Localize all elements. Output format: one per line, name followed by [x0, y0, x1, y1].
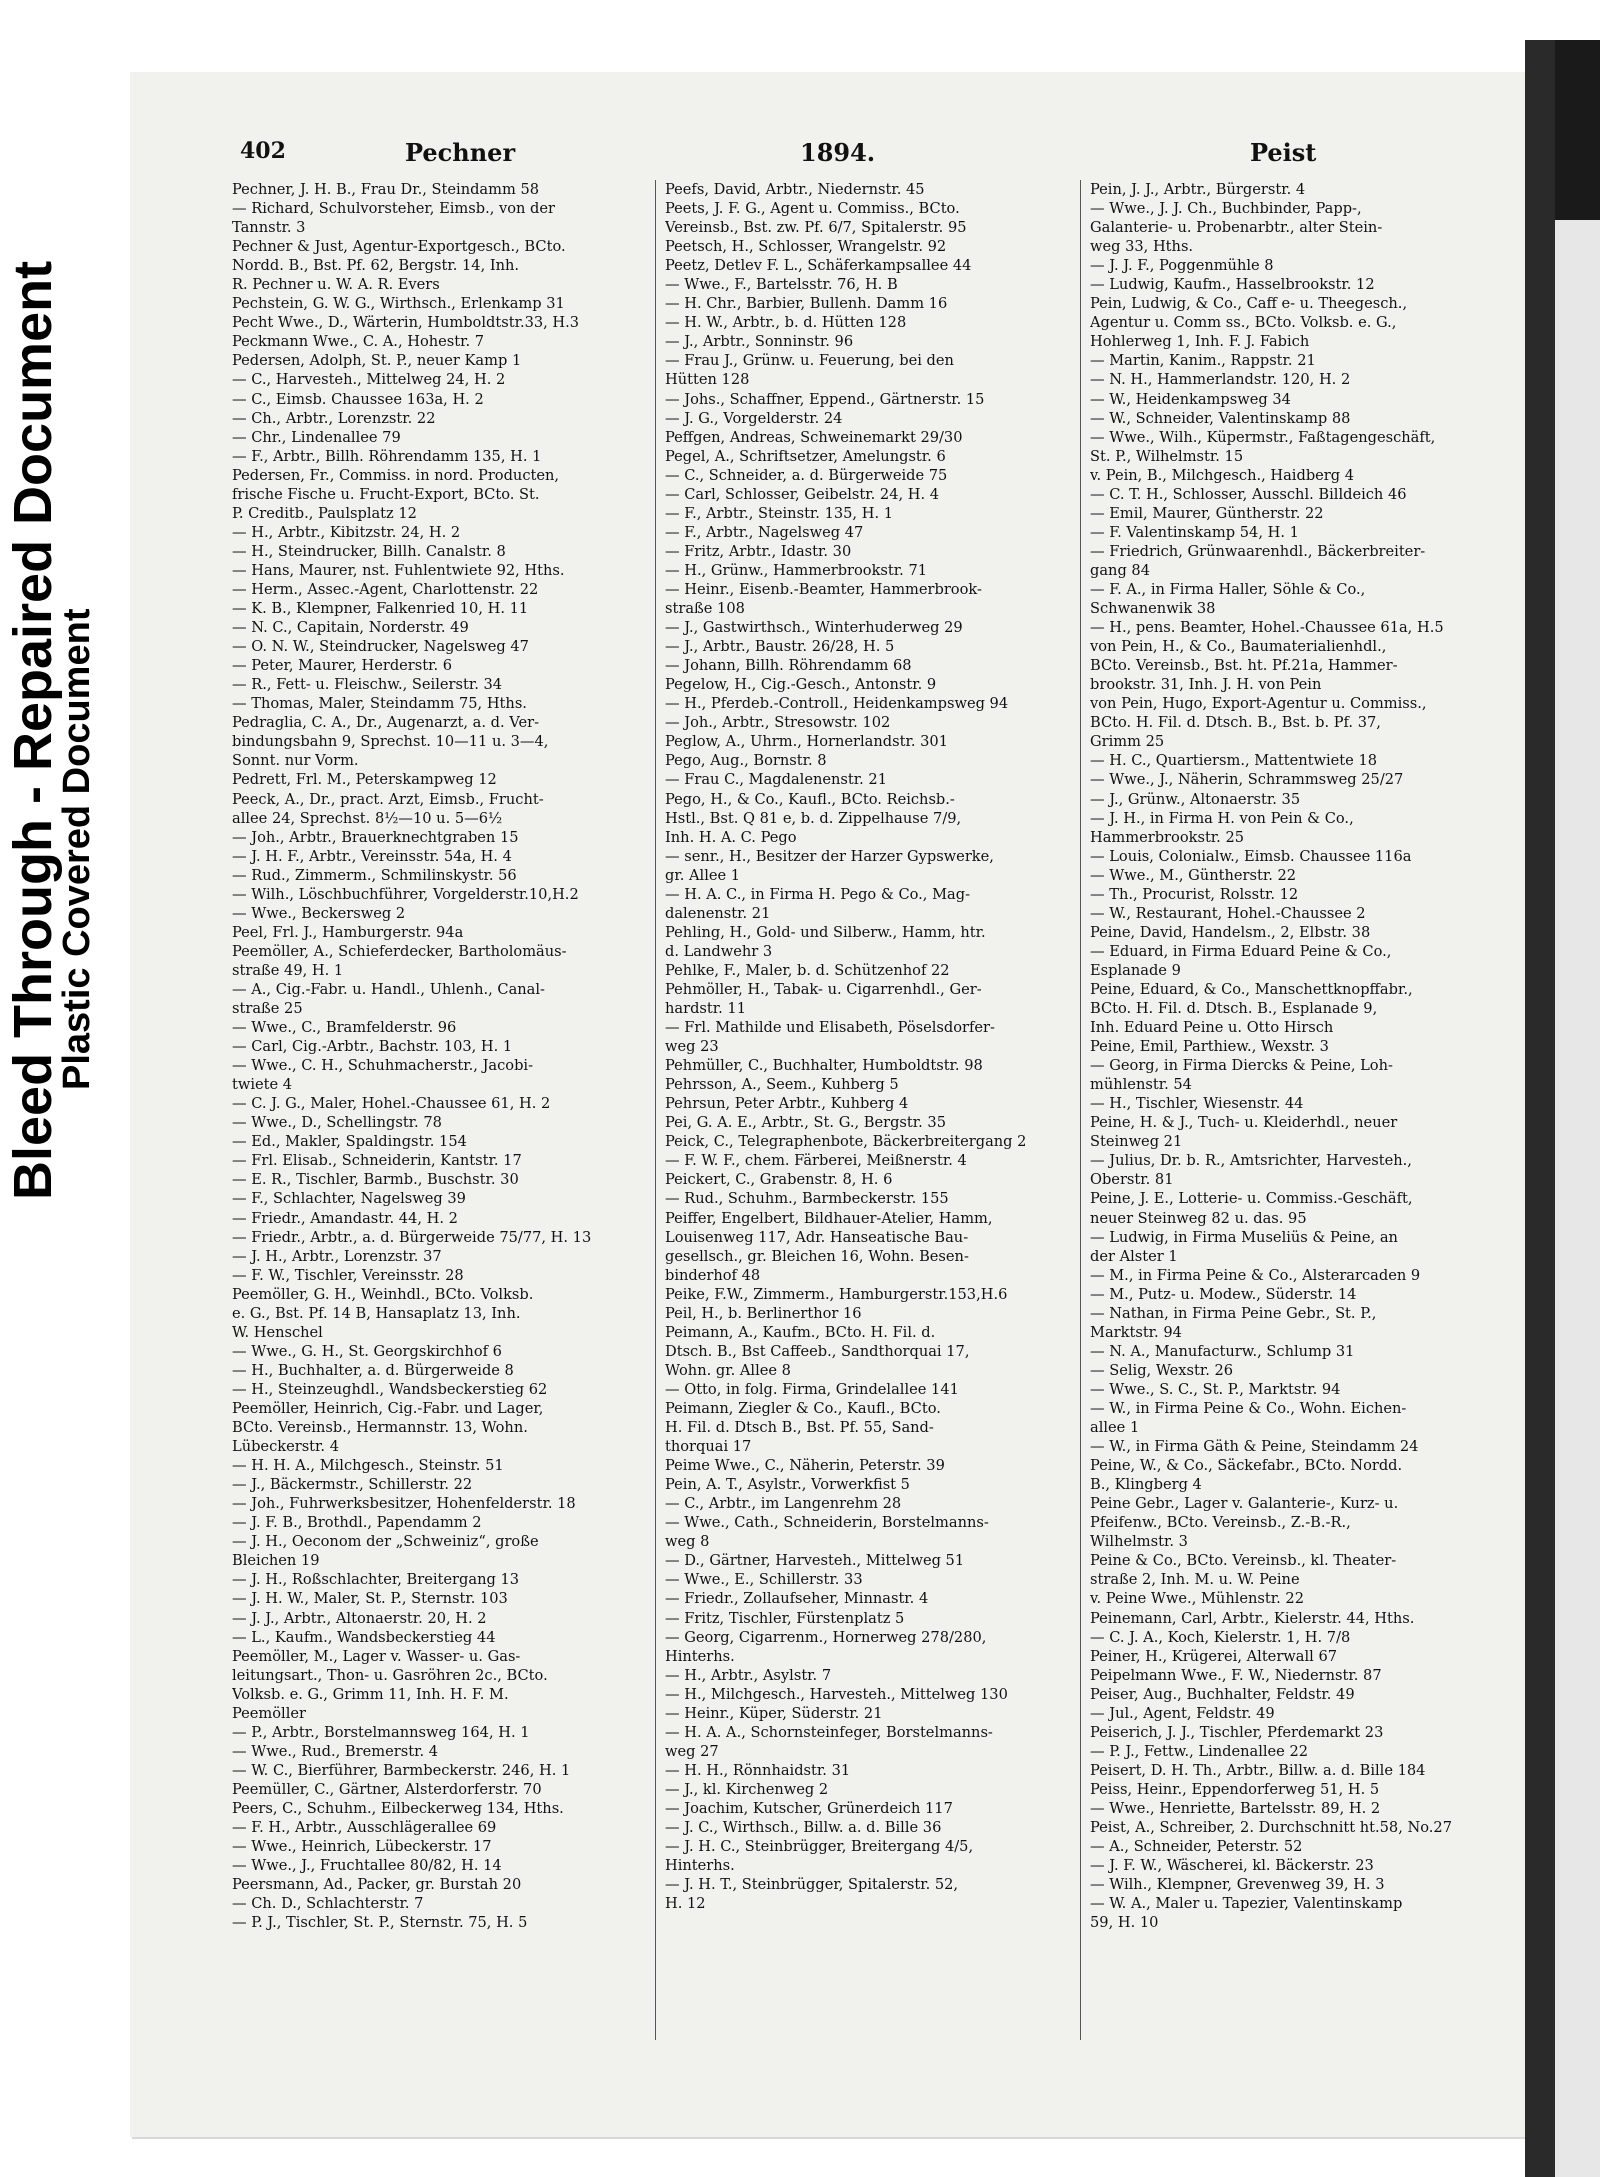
directory-entry-line: — H. A. C., in Firma H. Pego & Co., Mag-	[665, 885, 971, 903]
directory-entry-line: — Ch., Arbtr., Lorenzstr. 22	[232, 409, 436, 427]
directory-entry-line: weg 23	[665, 1038, 719, 1056]
directory-entry-line: — W., Heidenkampsweg 34	[1090, 390, 1291, 408]
directory-entry-line: — Fritz, Arbtr., Idastr. 30	[665, 542, 852, 560]
directory-entry-line: Peine, J. E., Lotterie- u. Commiss.-Geschäft,	[1090, 1190, 1413, 1208]
directory-entry-line: — Wwe., F., Bartelsstr. 76, H. B	[665, 276, 898, 294]
directory-entry-line: — J. H. F., Arbtr., Vereinsstr. 54a, H. 4	[232, 847, 512, 865]
directory-entry-line: Peine, David, Handelsm., 2, Elbstr. 38	[1090, 923, 1371, 941]
directory-entry-line: leitungsart., Thon- u. Gasröhren 2c., BCto.	[232, 1666, 548, 1684]
directory-entry-line: — Selig, Wexstr. 26	[1090, 1361, 1234, 1379]
directory-entry-line: — H., Steinzeughdl., Wandsbeckerstieg 62	[232, 1380, 548, 1398]
directory-entry-line: Pedrett, Frl. M., Peterskampweg 12	[232, 771, 497, 789]
directory-entry-line: — H. H. A., Milchgesch., Steinstr. 51	[232, 1457, 504, 1475]
directory-entry-line: Peglow, A., Uhrm., Hornerlandstr. 301	[665, 733, 948, 751]
directory-entry-line: gesellsch., gr. Bleichen 16, Wohn. Besen-	[665, 1247, 969, 1265]
directory-entry-line: Peimann, A., Kaufm., BCto. H. Fil. d.	[665, 1323, 936, 1341]
directory-entry-line: — R., Fett- u. Fleischw., Seilerstr. 34	[232, 676, 503, 694]
directory-entry-line: Pedersen, Adolph, St. P., neuer Kamp 1	[232, 352, 522, 370]
directory-entry-line: Peick, C., Telegraphenbote, Bäckerbreitergang 2	[665, 1133, 1027, 1151]
directory-entry-line: — Wwe., J., Näherin, Schrammsweg 25/27	[1090, 771, 1404, 789]
directory-entry-line: — Joh., Arbtr., Stresowstr. 102	[665, 714, 891, 732]
directory-entry-line: — N. A., Manufacturw., Schlump 31	[1090, 1342, 1355, 1360]
directory-entry-line: — Ch. D., Schlachterstr. 7	[232, 1895, 424, 1913]
directory-entry-line: gr. Allee 1	[665, 866, 741, 884]
directory-entry-line: — Wwe., Wilh., Küpermstr., Faßtagengeschäft,	[1090, 428, 1436, 446]
directory-entry-line: Pehrsson, A., Seem., Kuhberg 5	[665, 1076, 899, 1094]
book-spine-band	[1555, 40, 1600, 220]
directory-entry-line: Peffgen, Andreas, Schweinemarkt 29/30	[665, 428, 963, 446]
overlay-label-plastic-covered: Plastic Covered Document	[56, 608, 98, 1090]
directory-entry-line: — H. Chr., Barbier, Bullenh. Damm 16	[665, 295, 948, 313]
directory-entry-line: e. G., Bst. Pf. 14 B, Hansaplatz 13, Inh.	[232, 1304, 521, 1322]
directory-entry-line: Pecht Wwe., D., Wärterin, Humboldtstr.33, H.3	[232, 314, 580, 332]
directory-entry-line: — J., Gastwirthsch., Winterhuderweg 29	[665, 619, 963, 637]
directory-entry-line: Pehrsun, Peter Arbtr., Kuhberg 4	[665, 1095, 909, 1113]
directory-entry-line: brookstr. 31, Inh. J. H. von Pein	[1090, 676, 1322, 694]
directory-entry-line: — J. J. F., Poggenmühle 8	[1090, 257, 1274, 275]
directory-entry-line: Peemöller, M., Lager v. Wasser- u. Gas-	[232, 1647, 521, 1665]
directory-entry-line: Peimann, Ziegler & Co., Kaufl., BCto.	[665, 1400, 941, 1417]
directory-entry-line: Inh. H. A. C. Pego	[665, 828, 797, 846]
directory-entry-line: — J. H. C., Steinbrügger, Breitergang 4/5,	[665, 1838, 974, 1856]
directory-entry-line: hardstr. 11	[665, 1000, 746, 1018]
directory-entry-line: — Nathan, in Firma Peine Gebr., St. P.,	[1090, 1304, 1377, 1322]
directory-entry-line: Peine, Eduard, & Co., Manschettknopffabr.,	[1090, 980, 1413, 998]
directory-entry-line: — F. W. F., chem. Färberei, Meißnerstr. 4	[665, 1152, 967, 1170]
directory-entry-line: — Wwe., Henriette, Bartelsstr. 89, H. 2	[1090, 1799, 1381, 1817]
directory-entry-line: Pehmüller, C., Buchhalter, Humboldtstr. 98	[665, 1057, 983, 1075]
directory-entry-line: — C., Schneider, a. d. Bürgerweide 75	[665, 466, 948, 484]
directory-entry-line: — C. T. H., Schlosser, Ausschl. Billdeich 46	[1090, 485, 1407, 503]
directory-entry-line: Lübeckerstr. 4	[232, 1438, 339, 1456]
column-divider	[1080, 180, 1081, 2040]
directory-entry-line: — F., Arbtr., Steinstr. 135, H. 1	[665, 504, 894, 522]
directory-entry-line: von Pein, H., & Co., Baumaterialienhdl.,	[1090, 638, 1387, 656]
directory-entry-line: — J. F. W., Wäscherei, kl. Bäckerstr. 23	[1090, 1857, 1374, 1875]
directory-entry-line: — Heinr., Küper, Süderstr. 21	[665, 1704, 883, 1722]
directory-entry-line: Agentur u. Comm ss., BCto. Volksb. e. G.,	[1090, 314, 1397, 332]
directory-entry-line: — H., Pferdeb.-Controll., Heidenkampsweg 94	[665, 695, 1009, 713]
directory-entry-line: — J., Arbtr., Sonninstr. 96	[665, 333, 854, 351]
directory-entry-line: v. Peine Wwe., Mühlenstr. 22	[1090, 1590, 1304, 1608]
directory-entry-line: Peipelmann Wwe., F. W., Niedernstr. 87	[1090, 1666, 1382, 1684]
directory-entry-line: — Jul., Agent, Feldstr. 49	[1090, 1704, 1275, 1722]
directory-entry-line: — W., in Firma Gäth & Peine, Steindamm 24	[1090, 1438, 1419, 1456]
directory-entry-line: frische Fische u. Frucht-Export, BCto. St.	[232, 485, 540, 503]
directory-entry-line: — A., Schneider, Peterstr. 52	[1090, 1838, 1303, 1856]
directory-entry-line: H. 12	[665, 1895, 706, 1913]
directory-entry-line: Nordd. B., Bst. Pf. 62, Bergstr. 14, Inh.	[232, 257, 520, 275]
directory-entry-line: Peeck, A., Dr., pract. Arzt, Eimsb., Frucht-	[232, 790, 544, 808]
directory-entry-line: d. Landwehr 3	[665, 942, 773, 960]
column-divider	[655, 180, 656, 2040]
directory-entry-line: Peike, F.W., Zimmerm., Hamburgerstr.153,H.6	[665, 1285, 1008, 1303]
directory-column-3	[1090, 180, 1460, 1932]
directory-entry-line: — Georg, Cigarrenm., Hornerweg 278/280,	[665, 1628, 987, 1646]
directory-entry-line: — H., Steindrucker, Billh. Canalstr. 8	[232, 542, 506, 560]
directory-entry-line: — D., Gärtner, Harvesteh., Mittelweg 51	[665, 1552, 965, 1570]
directory-entry-line: — F. H., Arbtr., Ausschlägerallee 69	[232, 1819, 497, 1837]
directory-entry-line: Pein, J. J., Arbtr., Bürgerstr. 4	[1090, 181, 1306, 198]
directory-entry-line: Grimm 25	[1090, 733, 1165, 751]
directory-entry-line: Peil, H., b. Berlinerthor 16	[665, 1304, 862, 1322]
directory-entry-line: — H., Milchgesch., Harvesteh., Mittelweg 130	[665, 1685, 1008, 1703]
directory-entry-line: — H., Arbtr., Asylstr. 7	[665, 1666, 832, 1684]
directory-entry-line: — C., Eimsb. Chaussee 163a, H. 2	[232, 390, 484, 408]
directory-entry-line: — H., Tischler, Wiesenstr. 44	[1090, 1095, 1304, 1113]
directory-entry-line: Volksb. e. G., Grimm 11, Inh. H. F. M.	[232, 1685, 509, 1703]
directory-entry-line: — F. Valentinskamp 54, H. 1	[1090, 523, 1299, 541]
directory-entry-line: — Wwe., Rud., Bremerstr. 4	[232, 1742, 439, 1760]
directory-entry-line: v. Pein, B., Milchgesch., Haidberg 4	[1090, 466, 1355, 484]
directory-entry-line: — W., Restaurant, Hohel.-Chaussee 2	[1090, 904, 1366, 922]
page-number: 402	[240, 138, 286, 164]
directory-entry-line: — P. J., Tischler, St. P., Sternstr. 75, H. 5	[232, 1914, 528, 1932]
directory-entry-line: weg 33, Hths.	[1090, 238, 1194, 256]
directory-entry-line: — W., Schneider, Valentinskamp 88	[1090, 409, 1351, 427]
directory-entry-line: — Joh., Fuhrwerksbesitzer, Hohenfelderstr. 18	[232, 1495, 576, 1513]
directory-entry-line: — M., Putz- u. Modew., Süderstr. 14	[1090, 1285, 1357, 1303]
directory-entry-line: — W., in Firma Peine & Co., Wohn. Eichen-	[1090, 1400, 1407, 1417]
directory-entry-line: — Louis, Colonialw., Eimsb. Chaussee 116a	[1090, 847, 1412, 865]
directory-entry-line: — A., Cig.-Fabr. u. Handl., Uhlenh., Canal-	[232, 980, 545, 998]
directory-entry-line: — Ed., Makler, Spaldingstr. 154	[232, 1133, 467, 1151]
directory-entry-line: Vereinsb., Bst. zw. Pf. 6/7, Spitalerstr. 95	[665, 219, 967, 237]
directory-entry-line: Inh. Eduard Peine u. Otto Hirsch	[1090, 1019, 1334, 1037]
directory-entry-line: Hohlerweg 1, Inh. F. J. Fabich	[1090, 333, 1310, 351]
book-edge	[1525, 40, 1600, 2177]
directory-entry-line: — Emil, Maurer, Güntherstr. 22	[1090, 504, 1324, 522]
directory-entry-line: straße 49, H. 1	[232, 961, 344, 979]
directory-entry-line: Wilhelmstr. 3	[1090, 1533, 1188, 1551]
directory-entry-line: — H., Arbtr., Kibitzstr. 24, H. 2	[232, 523, 461, 541]
directory-entry-line: — Wilh., Löschbuchführer, Vorgelderstr.10,H.2	[232, 885, 579, 903]
directory-entry-line: W. Henschel	[232, 1323, 323, 1341]
directory-entry-line: Bleichen 19	[232, 1552, 320, 1570]
directory-entry-line: — Wwe., J., Fruchtallee 80/82, H. 14	[232, 1857, 502, 1875]
directory-entry-line: — H., Grünw., Hammerbrookstr. 71	[665, 561, 928, 579]
directory-entry-line: — O. N. W., Steindrucker, Nagelsweg 47	[232, 638, 529, 656]
directory-entry-line: neuer Steinweg 82 u. das. 95	[1090, 1209, 1307, 1227]
directory-column-1	[232, 180, 602, 1932]
directory-entry-line: — J. H., Roßschlachter, Breitergang 13	[232, 1571, 520, 1589]
directory-entry-line: Hinterhs.	[665, 1857, 735, 1875]
directory-entry-line: — Friedr., Zollaufseher, Minnastr. 4	[665, 1590, 929, 1608]
directory-entry-line: weg 27	[665, 1742, 719, 1760]
directory-entry-line: — Julius, Dr. b. R., Amtsrichter, Harvesteh.,	[1090, 1152, 1412, 1170]
directory-entry-line: — Fritz, Tischler, Fürstenplatz 5	[665, 1609, 905, 1627]
directory-entry-line: Peemöller, Heinrich, Cig.-Fabr. und Lager,	[232, 1400, 544, 1417]
directory-entry-line: weg 8	[665, 1533, 710, 1551]
directory-entry-line: — Hans, Maurer, nst. Fuhlentwiete 92, Hths.	[232, 561, 565, 579]
directory-entry-line: Peiserich, J. J., Tischler, Pferdemarkt 23	[1090, 1723, 1384, 1741]
directory-entry-line: — Wwe., G. H., St. Georgskirchhof 6	[232, 1342, 502, 1360]
directory-entry-line: St. P., Wilhelmstr. 15	[1090, 447, 1244, 465]
directory-entry-line: Dtsch. B., Bst Caffeeb., Sandthorquai 17,	[665, 1342, 970, 1360]
directory-entry-line: — Otto, in folg. Firma, Grindelallee 141	[665, 1380, 959, 1398]
directory-entry-line: R. Pechner u. W. A. R. Evers	[232, 276, 440, 294]
directory-entry-line: B., Klingberg 4	[1090, 1476, 1202, 1494]
directory-entry-line: — Heinr., Eisenb.-Beamter, Hammerbrook-	[665, 580, 982, 598]
directory-entry-line: Schwanenwik 38	[1090, 600, 1216, 618]
directory-entry-line: — C. J. A., Koch, Kielerstr. 1, H. 7/8	[1090, 1628, 1351, 1646]
directory-entry-line: — Wwe., E., Schillerstr. 33	[665, 1571, 863, 1589]
directory-entry-line: P. Creditb., Paulsplatz 12	[232, 504, 417, 522]
directory-entry-line: Peiffer, Engelbert, Bildhauer-Atelier, Hamm,	[665, 1209, 993, 1227]
directory-entry-line: — Wwe., M., Güntherstr. 22	[1090, 866, 1297, 884]
directory-entry-line: — Wilh., Klempner, Grevenweg 39, H. 3	[1090, 1876, 1385, 1894]
directory-entry-line: BCto. H. Fil. d. Dtsch. B., Bst. b. Pf. 37,	[1090, 714, 1381, 732]
directory-entry-line: — Ludwig, in Firma Museliüs & Peine, an	[1090, 1228, 1398, 1246]
directory-entry-line: — Rud., Schuhm., Barmbeckerstr. 155	[665, 1190, 949, 1208]
directory-entry-line: BCto. H. Fil. d. Dtsch. B., Esplanade 9,	[1090, 1000, 1378, 1018]
directory-entry-line: — F., Arbtr., Nagelsweg 47	[665, 523, 864, 541]
directory-entry-line: Pechner & Just, Agentur-Exportgesch., BCto.	[232, 238, 566, 256]
directory-entry-line: — H. A. A., Schornsteinfeger, Borstelmanns-	[665, 1723, 993, 1741]
directory-entry-line: — Thomas, Maler, Steindamm 75, Hths.	[232, 695, 527, 713]
directory-entry-line: Peine, Emil, Parthiew., Wexstr. 3	[1090, 1038, 1329, 1056]
directory-entry-line: Peemüller, C., Gärtner, Alsterdorferstr. 70	[232, 1780, 542, 1798]
directory-entry-line: — Wwe., Heinrich, Lübeckerstr. 17	[232, 1838, 492, 1856]
directory-entry-line: Peinemann, Carl, Arbtr., Kielerstr. 44, Hths.	[1090, 1609, 1415, 1627]
directory-entry-line: — Richard, Schulvorsteher, Eimsb., von der	[232, 200, 556, 218]
directory-entry-line: Peiner, H., Krügerei, Alterwall 67	[1090, 1647, 1338, 1665]
directory-entry-line: H. Fil. d. Dtsch B., Bst. Pf. 55, Sand-	[665, 1419, 934, 1437]
directory-entry-line: Peersmann, Ad., Packer, gr. Burstah 20	[232, 1876, 522, 1894]
directory-entry-line: dalenenstr. 21	[665, 904, 771, 922]
directory-entry-line: — H. H., Rönnhaidstr. 31	[665, 1761, 851, 1779]
directory-entry-line: allee 1	[1090, 1419, 1140, 1437]
directory-entry-line: Peel, Frl. J., Hamburgerstr. 94a	[232, 923, 464, 941]
directory-entry-line: Steinweg 21	[1090, 1133, 1183, 1151]
directory-entry-line: — Friedr., Arbtr., a. d. Bürgerweide 75/77, H. 13	[232, 1228, 592, 1246]
directory-entry-line: Pehlke, F., Maler, b. d. Schützenhof 22	[665, 961, 950, 979]
directory-entry-line: — J. H., Arbtr., Lorenzstr. 37	[232, 1247, 442, 1265]
directory-entry-line: Pegelow, H., Cig.-Gesch., Antonstr. 9	[665, 676, 937, 694]
directory-entry-line: — Wwe., Beckersweg 2	[232, 904, 406, 922]
directory-entry-line: Peemöller	[232, 1704, 307, 1722]
directory-entry-line: — Carl, Schlosser, Geibelstr. 24, H. 4	[665, 485, 940, 503]
page-header	[240, 138, 1490, 172]
directory-entry-line: Tannstr. 3	[232, 219, 306, 237]
directory-entry-line: allee 24, Sprechst. 8½—10 u. 5—6½	[232, 809, 503, 827]
directory-entry-line: Pechner, J. H. B., Frau Dr., Steindamm 58	[232, 181, 540, 198]
directory-entry-line: Pein, Ludwig, & Co., Caff e- u. Theegesch.,	[1090, 295, 1408, 313]
directory-entry-line: — Wwe., S. C., St. P., Marktstr. 94	[1090, 1380, 1341, 1398]
directory-entry-line: — J., Bäckermstr., Schillerstr. 22	[232, 1476, 473, 1494]
header-left-keyword: Pechner	[405, 138, 516, 167]
directory-entry-line: — P., Arbtr., Borstelmannsweg 164, H. 1	[232, 1723, 530, 1741]
directory-entry-line: — N. C., Capitain, Norderstr. 49	[232, 619, 469, 637]
directory-entry-line: — Frl. Elisab., Schneiderin, Kantstr. 17	[232, 1152, 522, 1170]
directory-entry-line: binderhof 48	[665, 1266, 761, 1284]
directory-entry-line: Hütten 128	[665, 371, 750, 389]
directory-entry-line: — H. W., Arbtr., b. d. Hütten 128	[665, 314, 907, 332]
directory-entry-line: — H. C., Quartiersm., Mattentwiete 18	[1090, 752, 1378, 770]
directory-entry-line: Hammerbrookstr. 25	[1090, 828, 1245, 846]
directory-entry-line: — Wwe., J. J. Ch., Buchbinder, Papp-,	[1090, 200, 1362, 218]
directory-entry-line: Peickert, C., Grabenstr. 8, H. 6	[665, 1171, 893, 1189]
directory-entry-line: Pegel, A., Schriftsetzer, Amelungstr. 6	[665, 447, 946, 465]
directory-entry-line: der Alster 1	[1090, 1247, 1178, 1265]
directory-entry-line: — C., Arbtr., im Langenrehm 28	[665, 1495, 902, 1513]
directory-entry-line: — C. J. G., Maler, Hohel.-Chaussee 61, H. 2	[232, 1095, 551, 1113]
directory-entry-line: Peemöller, A., Schieferdecker, Bartholomäus-	[232, 942, 567, 960]
directory-entry-line: Peetsch, H., Schlosser, Wrangelstr. 92	[665, 238, 947, 256]
book-binding-shadow	[1525, 40, 1555, 2177]
directory-entry-line: Pein, A. T., Asylstr., Vorwerkfist 5	[665, 1476, 910, 1494]
directory-entry-line: — Th., Procurist, Rolsstr. 12	[1090, 885, 1299, 903]
directory-entry-line: — J., kl. Kirchenweg 2	[665, 1780, 829, 1798]
directory-entry-line: BCto. Vereinsb., Hermannstr. 13, Wohn.	[232, 1419, 528, 1437]
directory-entry-line: — W. A., Maler u. Tapezier, Valentinskamp	[1090, 1895, 1403, 1913]
directory-entry-line: Galanterie- u. Probenarbtr., alter Stein-	[1090, 219, 1383, 237]
directory-entry-line: 59, H. 10	[1090, 1914, 1159, 1932]
directory-entry-line: Pego, H., & Co., Kaufl., BCto. Reichsb.-	[665, 790, 955, 808]
directory-entry-line: Peiss, Heinr., Eppendorferweg 51, H. 5	[1090, 1780, 1380, 1798]
directory-entry-line: Hinterhs.	[665, 1647, 735, 1665]
directory-entry-line: twiete 4	[232, 1076, 293, 1094]
directory-entry-line: — H., pens. Beamter, Hohel.-Chaussee 61a, H.5	[1090, 619, 1444, 637]
directory-entry-line: Pehmöller, H., Tabak- u. Cigarrenhdl., Ger-	[665, 980, 982, 998]
directory-entry-line: Peine, W., & Co., Säckefabr., BCto. Nordd.	[1090, 1457, 1403, 1475]
directory-entry-line: — J. F. B., Brothdl., Papendamm 2	[232, 1514, 482, 1532]
directory-entry-line: Peers, C., Schuhm., Eilbeckerweg 134, Hths.	[232, 1799, 564, 1817]
directory-entry-line: gang 84	[1090, 561, 1150, 579]
directory-entry-line: — H., Buchhalter, a. d. Bürgerweide 8	[232, 1361, 514, 1379]
directory-entry-line: Wohn. gr. Allee 8	[665, 1361, 791, 1379]
directory-entry-line: Louisenweg 117, Adr. Hanseatische Bau-	[665, 1228, 969, 1246]
directory-entry-line: straße 108	[665, 600, 745, 618]
directory-entry-line: Peckmann Wwe., C. A., Hohestr. 7	[232, 333, 485, 351]
header-year: 1894.	[800, 138, 876, 167]
directory-entry-line: — J. H. W., Maler, St. P., Sternstr. 103	[232, 1590, 508, 1608]
directory-entry-line: — Peter, Maurer, Herderstr. 6	[232, 657, 453, 675]
directory-entry-line: straße 25	[232, 1000, 303, 1018]
directory-entry-line: Oberstr. 81	[1090, 1171, 1174, 1189]
directory-entry-line: — E. R., Tischler, Barmb., Buschstr. 30	[232, 1171, 519, 1189]
directory-entry-line: — Frau J., Grünw. u. Feuerung, bei den	[665, 352, 954, 370]
directory-entry-line: Peefs, David, Arbtr., Niedernstr. 45	[665, 181, 925, 198]
directory-entry-line: — Chr., Lindenallee 79	[232, 428, 401, 446]
directory-entry-line: — Eduard, in Firma Eduard Peine & Co.,	[1090, 942, 1392, 960]
directory-entry-line: Pehling, H., Gold- und Silberw., Hamm, htr.	[665, 923, 986, 941]
directory-entry-line: — Joachim, Kutscher, Grünerdeich 117	[665, 1799, 953, 1817]
directory-entry-line: — Wwe., Cath., Schneiderin, Borstelmanns-	[665, 1514, 989, 1532]
directory-entry-line: Pechstein, G. W. G., Wirthsch., Erlenkamp 31	[232, 295, 565, 313]
directory-entry-line: — J. H., Oeconom der „Schweiniz“, große	[232, 1533, 539, 1551]
directory-entry-line: Peine, H. & J., Tuch- u. Kleiderhdl., neuer	[1090, 1114, 1398, 1132]
directory-entry-line: — J. H., in Firma H. von Pein & Co.,	[1090, 809, 1354, 827]
directory-entry-line: — F. W., Tischler, Vereinsstr. 28	[232, 1266, 464, 1284]
directory-entry-line: Esplanade 9	[1090, 961, 1181, 979]
directory-entry-line: Pedersen, Fr., Commiss. in nord. Producten,	[232, 466, 560, 484]
directory-entry-line: Peine & Co., BCto. Vereinsb., kl. Theater-	[1090, 1552, 1397, 1570]
directory-entry-line: Peime Wwe., C., Näherin, Peterstr. 39	[665, 1457, 945, 1475]
directory-entry-line: Peine Gebr., Lager v. Galanterie-, Kurz- u.	[1090, 1495, 1399, 1513]
directory-entry-line: Peets, J. F. G., Agent u. Commiss., BCto.	[665, 200, 960, 218]
directory-entry-line: — J., Arbtr., Baustr. 26/28, H. 5	[665, 638, 895, 656]
directory-entry-line: — L., Kaufm., Wandsbeckerstieg 44	[232, 1628, 496, 1646]
directory-entry-line: Peiser, Aug., Buchhalter, Feldstr. 49	[1090, 1685, 1355, 1703]
directory-entry-line: — J., Grünw., Altonaerstr. 35	[1090, 790, 1301, 808]
directory-entry-line: Pfeifenw., BCto. Vereinsb., Z.-B.-R.,	[1090, 1514, 1351, 1532]
overlay-strip	[0, 0, 128, 2177]
directory-entry-line: — F. A., in Firma Haller, Söhle & Co.,	[1090, 580, 1366, 598]
directory-entry-line: Marktstr. 94	[1090, 1323, 1182, 1341]
directory-entry-line: — Frau C., Magdalenenstr. 21	[665, 771, 887, 789]
directory-entry-line: — N. H., Hammerlandstr. 120, H. 2	[1090, 371, 1351, 389]
directory-entry-line: — K. B., Klempner, Falkenried 10, H. 11	[232, 600, 529, 618]
directory-entry-line: — W. C., Bierführer, Barmbeckerstr. 246, H. 1	[232, 1761, 571, 1779]
directory-entry-line: Hstl., Bst. Q 81 e, b. d. Zippelhause 7/9,	[665, 809, 962, 827]
directory-entry-line: Peetz, Detlev F. L., Schäferkampsallee 44	[665, 257, 972, 275]
directory-entry-line: — Friedrich, Grünwaarenhdl., Bäckerbreiter-	[1090, 542, 1426, 560]
directory-entry-line: Sonnt. nur Vorm.	[232, 752, 359, 770]
directory-entry-line: — Friedr., Amandastr. 44, H. 2	[232, 1209, 458, 1227]
directory-entry-line: — Herm., Assec.-Agent, Charlottenstr. 22	[232, 580, 539, 598]
directory-entry-line: — J. J., Arbtr., Altonaerstr. 20, H. 2	[232, 1609, 487, 1627]
directory-entry-line: — Wwe., D., Schellingstr. 78	[232, 1114, 442, 1132]
overlay-label-bleed-through: Bleed Through - Repaired Document	[3, 260, 63, 1200]
directory-entry-line: Pei, G. A. E., Arbtr., St. G., Bergstr. 35	[665, 1114, 947, 1132]
directory-entry-line: — C., Harvesteh., Mittelweg 24, H. 2	[232, 371, 506, 389]
directory-entry-line: — Frl. Mathilde und Elisabeth, Pöselsdorfer-	[665, 1019, 995, 1037]
directory-entry-line: — Ludwig, Kaufm., Hasselbrookstr. 12	[1090, 276, 1375, 294]
directory-entry-line: — Johs., Schaffner, Eppend., Gärtnerstr. 15	[665, 390, 985, 408]
directory-entry-line: — J. G., Vorgelderstr. 24	[665, 409, 843, 427]
directory-entry-line: straße 2, Inh. M. u. W. Peine	[1090, 1571, 1300, 1589]
directory-entry-line: — F., Arbtr., Billh. Röhrendamm 135, H. 1	[232, 447, 542, 465]
directory-entry-line: — J. H. T., Steinbrügger, Spitalerstr. 52,	[665, 1876, 959, 1894]
directory-entry-line: Peist, A., Schreiber, 2. Durchschnitt ht.58, No.27	[1090, 1819, 1452, 1837]
directory-column-2	[665, 180, 1035, 1913]
directory-entry-line: bindungsbahn 9, Sprechst. 10—11 u. 3—4,	[232, 733, 549, 751]
directory-entry-line: — Johann, Billh. Röhrendamm 68	[665, 657, 912, 675]
directory-entry-line: — Joh., Arbtr., Brauerknechtgraben 15	[232, 828, 519, 846]
directory-entry-line: BCto. Vereinsb., Bst. ht. Pf.21a, Hammer-	[1090, 657, 1398, 675]
directory-entry-line: — Martin, Kanim., Rappstr. 21	[1090, 352, 1316, 370]
header-right-keyword: Peist	[1250, 138, 1317, 167]
directory-entry-line: — senr., H., Besitzer der Harzer Gypswerke,	[665, 847, 994, 865]
directory-entry-line: — P. J., Fettw., Lindenallee 22	[1090, 1742, 1309, 1760]
directory-entry-line: — Carl, Cig.-Arbtr., Bachstr. 103, H. 1	[232, 1038, 513, 1056]
directory-entry-line: Peemöller, G. H., Weinhdl., BCto. Volksb.	[232, 1285, 534, 1303]
directory-entry-line: — Wwe., C. H., Schuhmacherstr., Jacobi-	[232, 1057, 534, 1075]
directory-entry-line: thorquai 17	[665, 1438, 752, 1456]
directory-entry-line: Peisert, D. H. Th., Arbtr., Billw. a. d. Bille 184	[1090, 1761, 1426, 1779]
directory-entry-line: — Georg, in Firma Diercks & Peine, Loh-	[1090, 1057, 1393, 1075]
directory-entry-line: Pedraglia, C. A., Dr., Augenarzt, a. d. Ver-	[232, 714, 540, 732]
directory-entry-line: — M., in Firma Peine & Co., Alsterarcaden 9	[1090, 1266, 1421, 1284]
directory-entry-line: mühlenstr. 54	[1090, 1076, 1192, 1094]
directory-entry-line: — J. C., Wirthsch., Billw. a. d. Bille 36	[665, 1819, 942, 1837]
directory-entry-line: — Wwe., C., Bramfelderstr. 96	[232, 1019, 457, 1037]
directory-entry-line: — F., Schlachter, Nagelsweg 39	[232, 1190, 466, 1208]
directory-entry-line: von Pein, Hugo, Export-Agentur u. Commiss.,	[1090, 695, 1427, 713]
directory-entry-line: Pego, Aug., Bornstr. 8	[665, 752, 827, 770]
directory-entry-line: — Rud., Zimmerm., Schmilinskystr. 56	[232, 866, 517, 884]
